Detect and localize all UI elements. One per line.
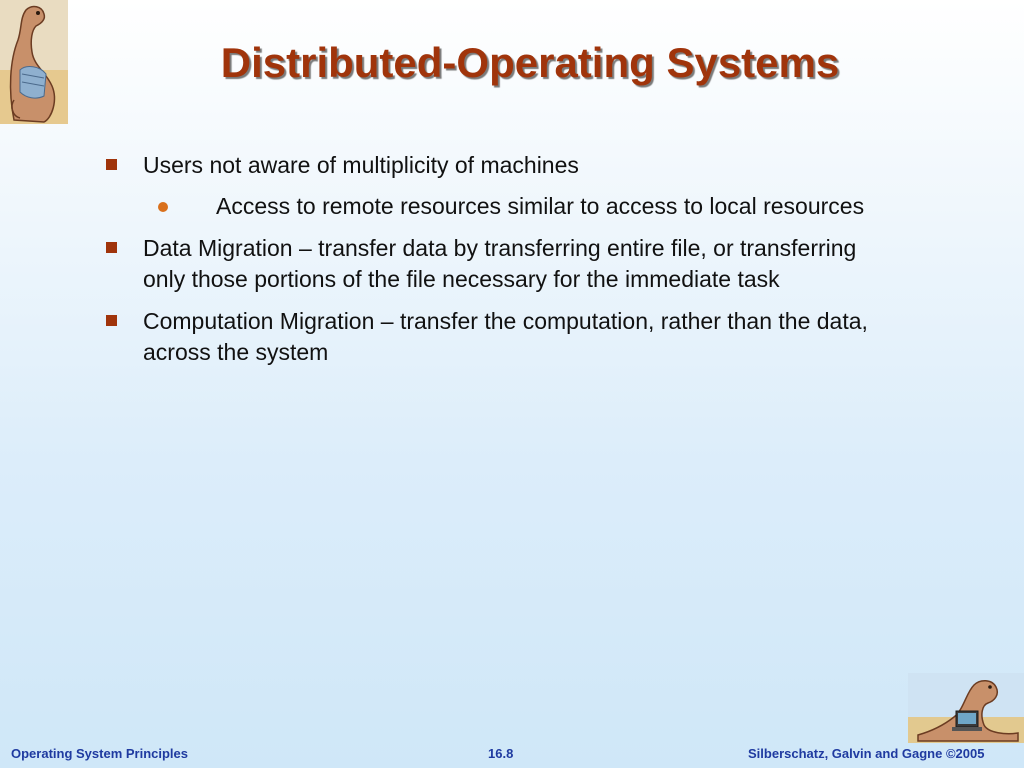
- sub-bullet-item: [158, 191, 904, 222]
- footer-slide-number: 16.8: [488, 746, 514, 761]
- square-bullet-icon: [106, 315, 117, 326]
- bullet-text: Users not aware of multiplicity of machines: [143, 152, 579, 178]
- bullet-item: [104, 306, 904, 368]
- bullet-text: Computation Migration – transfer the computation, rather than the data, across the system: [143, 308, 868, 365]
- dinosaur-reading-icon: [0, 0, 68, 124]
- footer-course-name: Operating System Principles: [11, 746, 189, 761]
- bullet-text: Data Migration – transfer data by transferring entire file, or transferring only those portions of the file necessary for the immediate task: [143, 235, 857, 292]
- sub-bullet-text: Access to remote resources similar to access to local resources: [216, 193, 865, 219]
- bullet-item: [104, 150, 904, 222]
- square-bullet-icon: [106, 242, 117, 253]
- sub-bullet-list: [143, 191, 904, 222]
- slide-title: Distributed-Operating Systems: [220, 39, 840, 86]
- round-bullet-icon: [158, 202, 168, 212]
- bullet-list: [104, 150, 904, 379]
- square-bullet-icon: [106, 159, 117, 170]
- footer-copyright: Silberschatz, Galvin and Gagne ©2005: [748, 746, 985, 761]
- dinosaur-laptop-icon: [908, 673, 1024, 743]
- bullet-item: [104, 233, 904, 295]
